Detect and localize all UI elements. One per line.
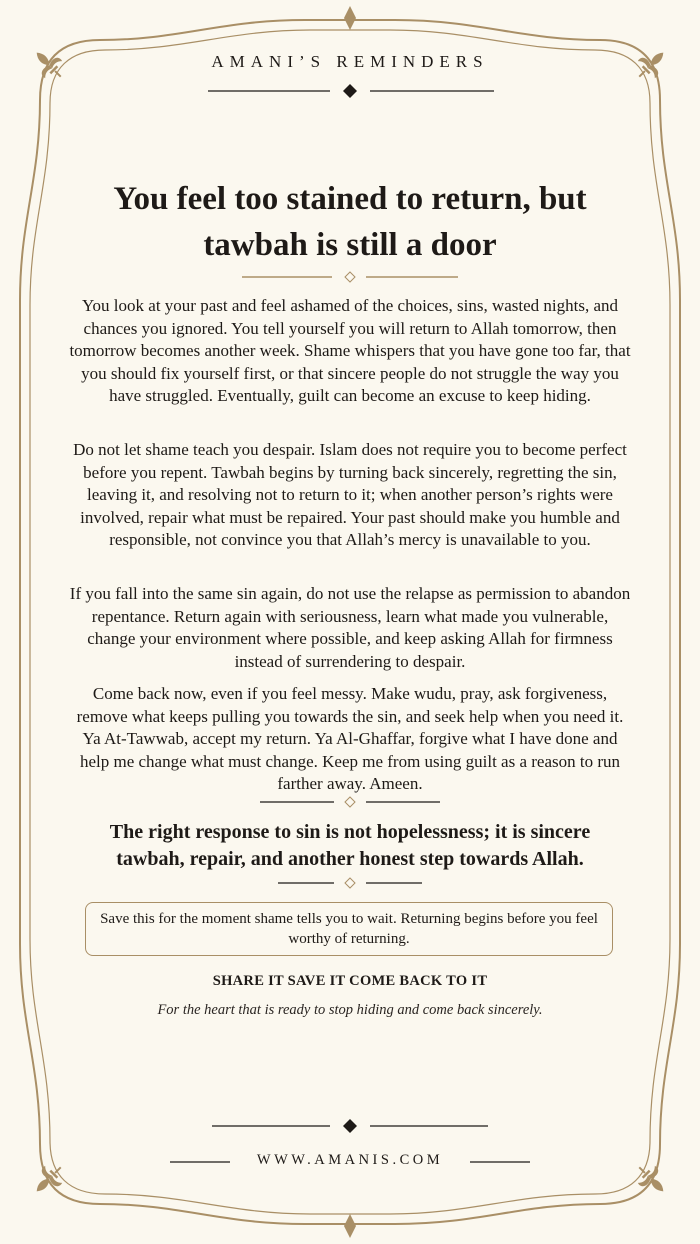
brand-title: AMANI’S REMINDERS (211, 52, 489, 71)
header-rule (208, 84, 494, 98)
call-to-action: SHARE IT SAVE IT COME BACK TO IT (212, 973, 488, 989)
body-paragraph: Do not let shame teach you despair. Islam does not require you to become perfect before you repent. Tawbah begins by turning back sincerely, regretting the sin, leaving it, and resolving not to return to it; when another person’s rights were involved, repair what must be repaired. Your past should make you humble and responsible, not convince you that Allah’s mercy is unavailable to you. (73, 440, 627, 549)
body-paragraph: You look at your past and feel ashamed of the choices, sins, wasted nights, and chances you ignored. You tell yourself you will return to Allah tomorrow, then tomorrow becomes another week. Shame whispers that you have gone too far, that you should fix yourself first, or that sincere people do not struggle the way you have struggled. Eventually, guilt can become an excuse to keep hiding. (69, 296, 631, 405)
divider-ornament (260, 797, 440, 807)
diamond-icon (344, 6, 356, 30)
divider-ornament (242, 272, 458, 282)
diamond-icon (344, 1214, 356, 1238)
website-link[interactable]: WWW.AMANIS.COM (256, 1152, 444, 1168)
save-reminder-text: Save this for the moment shame tells you to wait. Returning begins before you feel worthy of returning. (100, 911, 598, 947)
key-quote: The right response to sin is not hopelessness; it is sincere tawbah, repair, and another honest step towards Allah. (109, 821, 591, 870)
headline: You feel too stained to return, but tawbah is still a door (113, 181, 587, 263)
tagline: For the heart that is ready to stop hiding and come back sincerely. (157, 1002, 543, 1018)
footer-rule (212, 1119, 488, 1133)
divider-ornament (278, 878, 422, 888)
body-paragraph: Come back now, even if you feel messy. Make wudu, pray, ask forgiveness, remove what keeps pulling you towards the sin, and seek help when you need it. Ya At-Tawwab, accept my return. Ya Al-Ghaffar, forgive what I have done and help me change what must change. Keep me from using guilt as a reason to run farther away. Ameen. (76, 684, 624, 793)
save-reminder-box (85, 902, 613, 956)
body-paragraph: If you fall into the same sin again, do not use the relapse as permission to abandon repentance. Return again with seriousness, learn what made you vulnerable, change your environment where possible, and keep asking Allah for firmness instead of surrendering to despair. (69, 584, 631, 671)
